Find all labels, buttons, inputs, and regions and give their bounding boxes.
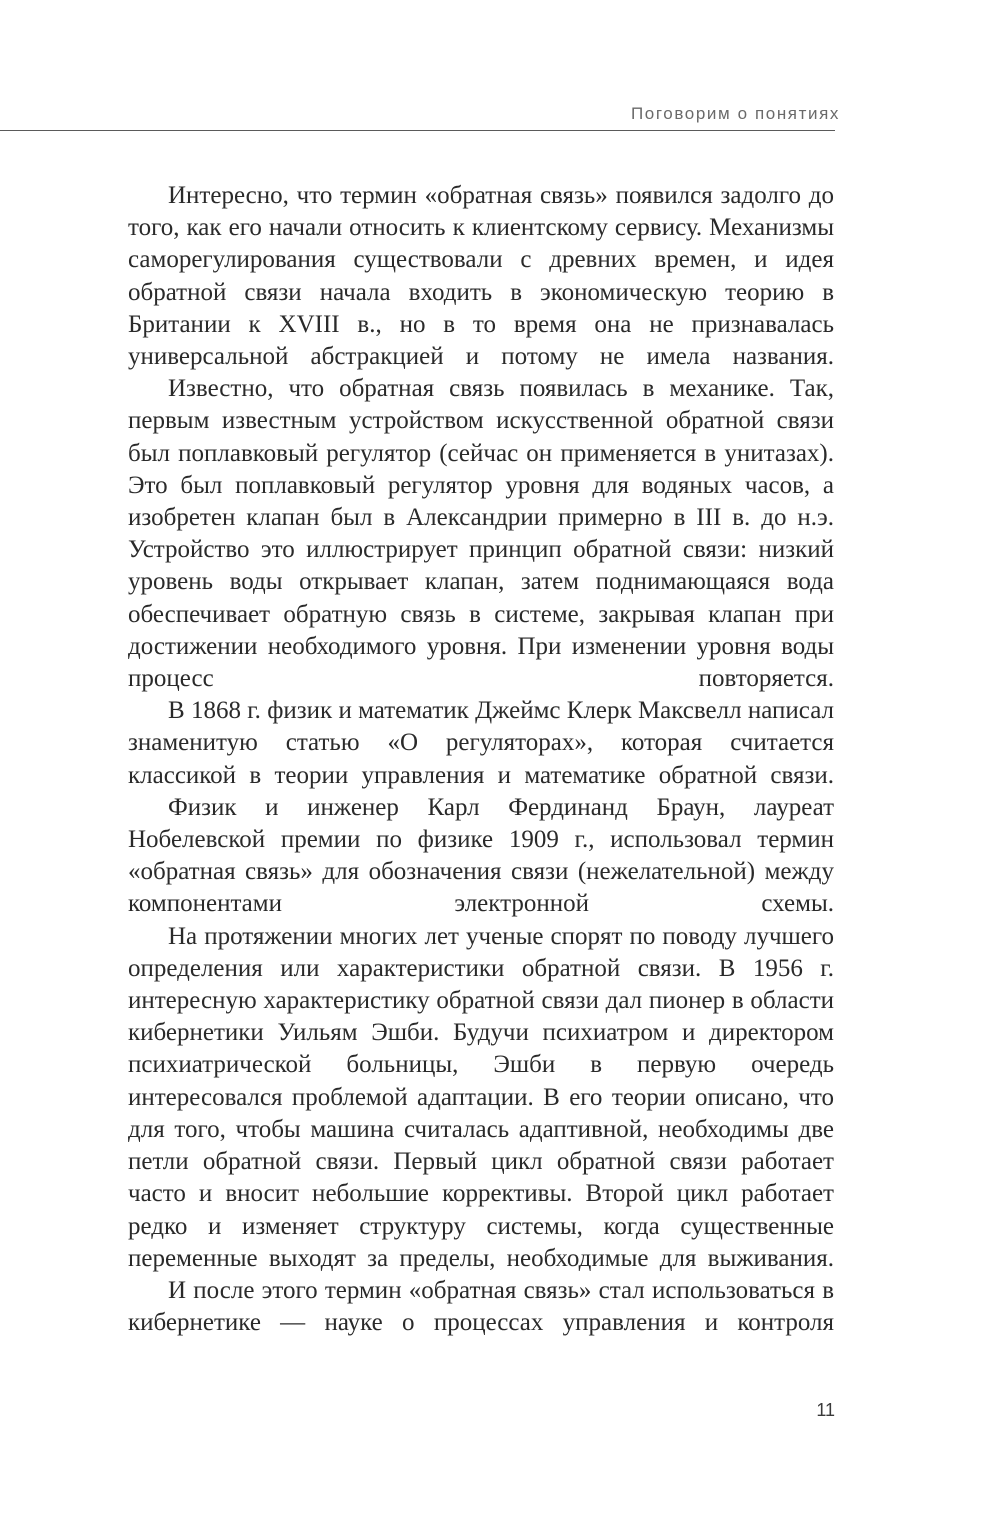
paragraph: Интересно, что термин «обратная связь» появился задолго до того, как его начали относить к клиентскому сервису. Механизмы саморегулирования существовали с древних времен, и идея обратной связи начала входить в экономическую теорию в Британии к XVIII в., но в то время она не признавалась универсальной абстракцией и потому не имела названия. xyxy=(128,182,834,371)
paragraph: В 1868 г. физик и математик Джеймс Клерк Максвелл написал знаменитую статью «О регуляторах», которая считается классикой в теории управления и математике обратной связи. xyxy=(128,697,834,789)
running-header-title: Поговорим о понятиях xyxy=(630,104,840,123)
running-header xyxy=(0,0,1000,140)
header-divider xyxy=(0,130,835,131)
paragraph: И после этого термин «обратная связь» стал использоваться в кибернетике — науке о процессах управления и контроля xyxy=(128,1276,834,1337)
paragraph: Физик и инженер Карл Фердинанд Браун, лауреат Нобелевской премии по физике 1909 г., использовал термин «обратная связь» для обозначения связи (нежелательной) между компонентами электронной схемы. xyxy=(128,793,834,918)
paragraph: Известно, что обратная связь появилась в механике. Так, первым известным устройством искусственной обратной связи был поплавковый регулятор (сейчас он применяется в унитазах). Это был поплавковый регулятор уровня для водяных часов, а изобретен клапан был в Александрии примерно в III в. до н.э. Устройство это иллюстрирует принцип обратной связи: низкий уровень воды открывает клапан, затем поднимающаяся вода обеспечивает обратную связь в системе, закрывая клапан при достижении необходимого уровня. При изменении уровня воды процесс повторяется. xyxy=(128,375,834,693)
paragraph: На протяжении многих лет ученые спорят по поводу лучшего определения или характеристики обратной связи. В 1956 г. интересную характеристику обратной связи дал пионер в области кибернетики Уильям Эшби. Будучи психиатром и директором психиатрической больницы, Эшби в первую очередь интересовался проблемой адаптации. В его теории описано, что для того, чтобы машина считалась адаптивной, необходимы две петли обратной связи. Первый цикл обратной связи работает часто и вносит небольшие коррективы. Второй цикл работает редко и изменяет структуру системы, когда существенные переменные выходят за пределы, необходимые для выживания. xyxy=(128,922,834,1272)
page-body xyxy=(128,180,834,1339)
page-number: 11 xyxy=(816,1400,835,1420)
